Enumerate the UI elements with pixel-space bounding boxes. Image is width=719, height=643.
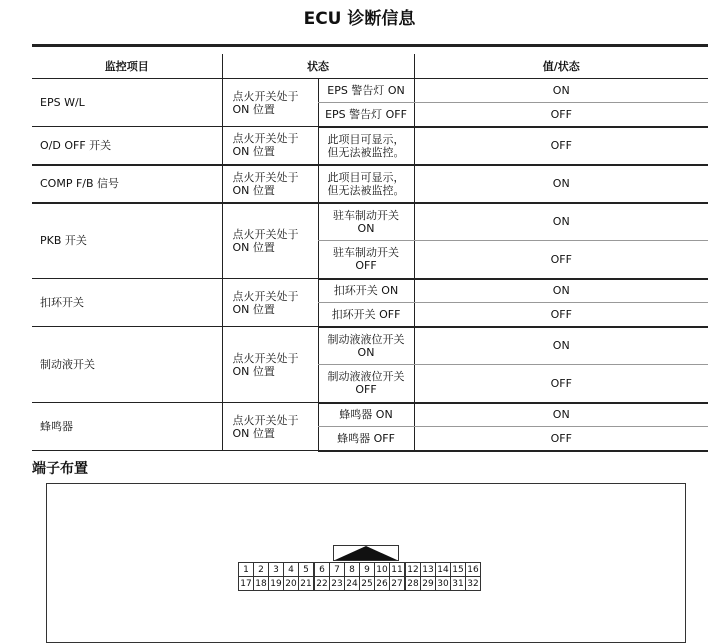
connector-pin: 22 bbox=[314, 577, 330, 591]
state-text: 蜂鸣器 ON bbox=[339, 408, 393, 422]
state-text: 驻车制动开关 bbox=[333, 208, 399, 222]
header-condition: 状态 bbox=[222, 54, 414, 79]
connector-pin: 6 bbox=[314, 563, 330, 577]
monitor-item-cell bbox=[32, 203, 222, 279]
state-text: 此项目可显示， bbox=[327, 170, 405, 184]
connector-pin: 16 bbox=[467, 564, 479, 575]
connector-pin: 27 bbox=[390, 577, 406, 591]
monitor-item-label: COMP F/B 信号 bbox=[40, 177, 120, 190]
connector-pin: 25 bbox=[361, 578, 373, 589]
table-row bbox=[32, 327, 708, 365]
condition-text: 点火开关处于 bbox=[232, 413, 299, 427]
value-cell: ON bbox=[414, 279, 708, 303]
state-cell bbox=[318, 79, 414, 103]
table-row bbox=[32, 79, 708, 103]
connector-pin: 3 bbox=[269, 563, 284, 577]
state-text: 扣环开关 ON bbox=[333, 284, 399, 298]
state-text: 但无法被监控。 bbox=[327, 145, 405, 159]
connector-pin: 10 bbox=[376, 564, 388, 575]
monitor-item-cell bbox=[32, 403, 222, 451]
condition-cell bbox=[222, 203, 318, 279]
state-cell bbox=[318, 103, 414, 127]
connector-pin: 1 bbox=[239, 563, 254, 577]
condition-cell bbox=[222, 403, 318, 451]
state-text: 制动液液位开关 bbox=[327, 332, 405, 346]
state-text: 但无法被监控。 bbox=[327, 183, 405, 197]
condition-cell bbox=[222, 79, 318, 127]
state-cell bbox=[318, 279, 414, 303]
header-value-status: 值/状态 bbox=[414, 54, 708, 79]
condition-text: 点火开关处于 bbox=[232, 227, 299, 241]
condition-text: 点火开关处于 bbox=[232, 351, 299, 365]
connector-pin: 12 bbox=[405, 563, 421, 577]
connector-pin: 18 bbox=[255, 578, 267, 589]
state-cell bbox=[318, 203, 414, 241]
connector-pin: 17 bbox=[240, 578, 252, 589]
condition-text: ON 位置 bbox=[232, 364, 275, 378]
state-text: 蜂鸣器 OFF bbox=[337, 431, 395, 445]
condition-text: 点火开关处于 bbox=[232, 170, 299, 184]
value-cell: ON bbox=[414, 327, 708, 365]
condition-text: ON 位置 bbox=[232, 183, 275, 197]
state-cell bbox=[318, 327, 414, 365]
state-text: EPS 警告灯 OFF bbox=[325, 107, 407, 121]
connector-pin: 23 bbox=[331, 578, 343, 589]
condition-text: ON 位置 bbox=[232, 102, 275, 116]
state-cell bbox=[318, 365, 414, 403]
monitor-item-label: EPS W/L bbox=[40, 96, 85, 109]
connector-pin: 13 bbox=[422, 564, 434, 575]
connector-pin: 15 bbox=[452, 564, 464, 575]
condition-text: ON 位置 bbox=[232, 302, 275, 316]
title-rule bbox=[32, 44, 708, 47]
connector-pin: 29 bbox=[422, 578, 434, 589]
state-text: 制动液液位开关 bbox=[327, 370, 405, 384]
ecu-diagnostic-table bbox=[32, 54, 708, 452]
connector-pin-grid bbox=[238, 562, 481, 591]
connector-pin: 20 bbox=[285, 578, 297, 589]
connector-pin: 2 bbox=[254, 563, 269, 577]
value-cell: OFF bbox=[414, 241, 708, 279]
connector-pin: 5 bbox=[299, 563, 315, 577]
state-cell bbox=[318, 165, 414, 203]
state-cell bbox=[318, 127, 414, 165]
monitor-item-label: 蜂鸣器 bbox=[40, 420, 73, 433]
connector-pin: 14 bbox=[437, 564, 449, 575]
table-row bbox=[32, 403, 708, 427]
value-cell: OFF bbox=[414, 427, 708, 451]
value-cell: OFF bbox=[414, 303, 708, 327]
monitor-item-cell bbox=[32, 127, 222, 165]
table-row bbox=[32, 203, 708, 241]
state-text: 驻车制动开关 bbox=[333, 246, 399, 260]
connector-pin: 24 bbox=[346, 578, 358, 589]
state-text: OFF bbox=[355, 383, 377, 397]
connector-pin: 4 bbox=[284, 563, 299, 577]
condition-cell bbox=[222, 165, 318, 203]
connector-pin: 21 bbox=[299, 577, 315, 591]
state-cell bbox=[318, 241, 414, 279]
monitor-item-cell bbox=[32, 279, 222, 327]
state-cell bbox=[318, 303, 414, 327]
header-monitor-item: 监控项目 bbox=[32, 54, 222, 79]
condition-text: ON 位置 bbox=[232, 426, 275, 440]
terminal-layout-title: 端子布置 bbox=[32, 461, 88, 477]
monitor-item-label: PKB 开关 bbox=[40, 234, 87, 248]
condition-cell bbox=[222, 327, 318, 403]
state-text: EPS 警告灯 ON bbox=[327, 84, 405, 97]
condition-text: ON 位置 bbox=[232, 145, 275, 159]
connector-pin: 32 bbox=[467, 578, 479, 589]
state-cell bbox=[318, 427, 414, 451]
state-text: ON bbox=[357, 221, 375, 235]
condition-text: 点火开关处于 bbox=[232, 89, 299, 103]
connector-key-icon bbox=[333, 545, 399, 561]
value-cell: OFF bbox=[414, 103, 708, 127]
page-title: ECU 诊断信息 bbox=[303, 9, 416, 29]
value-cell: OFF bbox=[414, 365, 708, 403]
state-text: ON bbox=[357, 345, 375, 359]
state-cell bbox=[318, 403, 414, 427]
connector-pin: 31 bbox=[452, 578, 464, 589]
state-text: 扣环开关 OFF bbox=[331, 307, 401, 321]
connector-pin: 19 bbox=[270, 578, 282, 589]
monitor-item-label: 制动液开关 bbox=[40, 358, 95, 371]
table-row bbox=[32, 127, 708, 165]
state-text: 此项目可显示， bbox=[327, 132, 405, 146]
connector-pin: 11 bbox=[390, 563, 406, 577]
condition-text: 点火开关处于 bbox=[232, 289, 299, 303]
value-cell: ON bbox=[414, 403, 708, 427]
connector-pin: 26 bbox=[376, 578, 388, 589]
monitor-item-cell bbox=[32, 79, 222, 127]
condition-cell bbox=[222, 279, 318, 327]
connector-pin: 8 bbox=[345, 563, 360, 577]
table-row bbox=[32, 279, 708, 303]
state-text: OFF bbox=[355, 259, 377, 273]
value-cell: ON bbox=[414, 203, 708, 241]
value-cell: ON bbox=[414, 165, 708, 203]
connector-pin: 30 bbox=[437, 578, 449, 589]
table-row bbox=[32, 165, 708, 203]
condition-cell bbox=[222, 127, 318, 165]
value-cell: OFF bbox=[414, 127, 708, 165]
monitor-item-cell bbox=[32, 165, 222, 203]
connector-pin: 7 bbox=[330, 563, 345, 577]
monitor-item-cell bbox=[32, 327, 222, 403]
condition-text: 点火开关处于 bbox=[232, 132, 299, 146]
connector-pin: 9 bbox=[360, 563, 375, 577]
monitor-item-label: 扣环开关 bbox=[40, 296, 84, 309]
condition-text: ON 位置 bbox=[232, 240, 275, 254]
value-cell: ON bbox=[414, 79, 708, 103]
connector-pin: 28 bbox=[405, 577, 421, 591]
monitor-item-label: O/D OFF 开关 bbox=[40, 138, 112, 152]
